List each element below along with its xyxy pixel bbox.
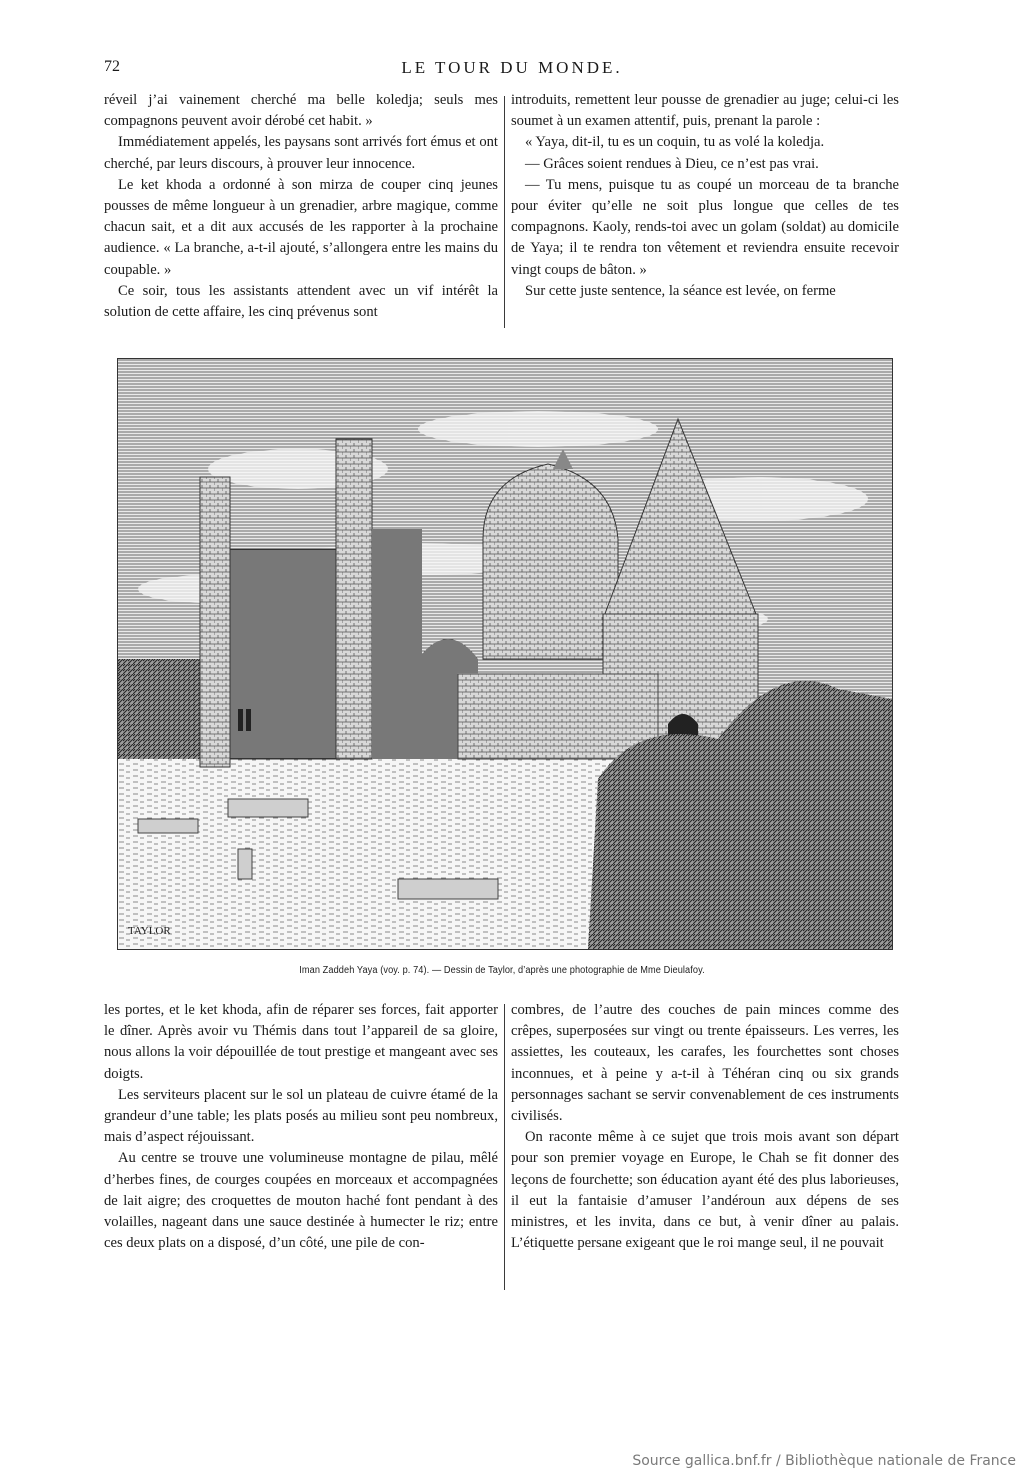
engraving-svg [118,359,892,949]
left-wall [118,659,208,759]
illustration-engraving [117,358,893,950]
dome [483,464,618,659]
bottom-left-column [104,1000,498,1254]
top-right-column [511,90,899,302]
low-wall [458,674,658,759]
page-number: 72 [104,58,120,75]
running-head [104,58,900,84]
bottom-right-column [511,1000,899,1254]
dialog-line: — Grâces soient rendues à Dieu, ce n’est pas vrai. [525,155,819,172]
column-divider-top [504,96,505,328]
paragraph: On raconte même à ce sujet que trois mois avant son départ pour son premier voyage en Europe, le Chah se fit donner des leçons de fourchette; son éducation ayant été des plus laborieuses, il eut la fantaisie d’amuser l’andéroun aux dépens de ses ministres, et les invita, dans ce but, à venir dîner au palais. L’étiquette persane exigeant que le roi mange seul, il ne pouvait [511,1129,899,1252]
dialog-line: — Tu mens, puisque tu as coupé un morceau de ta branche pour éviter qu’elle ne soit plus longue que celles de tes compagnons. Kaoly, rends-toi avec un golam (soldat) au domicile de Yaya; il te rendra ton vêtement et reviendra ensuite recevoir vingt coups de bâton. » [511,176,899,278]
figure-caption: Iman Zaddeh Yaya (voy. p. 74). — Dessin de Taylor, d’après une photographie de Mme Dieulafoy. [299,965,705,976]
paragraph: Les serviteurs placent sur le sol un plateau de cuivre étamé de la grandeur d’une table; les plats posés au milieu sont peu nombreux, mais d’aspect réjouissant. [104,1086,498,1146]
paragraph: introduits, remettent leur pousse de grenadier au juge; celui-ci les soumet à un examen attentif, puis, prenant la parole : [511,92,899,130]
paragraph: Ce soir, tous les assistants attendent avec un vif intérêt la solution de cette affaire, les cinq prévenus sont [104,282,498,321]
source-attribution: Source gallica.bnf.fr / Bibliothèque nationale de France [632,1453,1016,1469]
paragraph: les portes, et le ket khoda, afin de réparer ses forces, fait apporter le dîner. Après avoir vu Thémis dans tout l’appareil de sa gloire, nous allons la voir dépouillée de tout prestige et mangeant avec ses doigts. [104,1002,498,1082]
left-tower [200,477,230,767]
side-wall [372,529,422,759]
dialog-line: « Yaya, dit-il, tu es un coquin, tu as volé la koledja. [525,134,825,151]
paragraph: Immédiatement appelés, les paysans sont arrivés fort émus et ont cherché, par leurs discours, à prouver leur innocence. [104,134,498,172]
paragraph: Au centre se trouve une volumineuse montagne de pilau, mêlé d’herbes fines, de courges coupées en morceaux et accompagnées de lait aigre; des croquettes de mouton haché font pendant à des volailles, nageant dans une sauce destinée à humecter le riz; entre ces deux plats on a disposé, d’un côté, une pile de con- [104,1150,498,1252]
paragraph: réveil j’ai vainement cherché ma belle koledja; seuls mes compagnons peuvent avoir dérobé cet habit. » [104,92,498,130]
center-tower [336,439,372,759]
paragraph: Sur cette juste sentence, la séance est levée, on ferme [525,282,836,299]
top-left-column [104,90,498,323]
engraver-signature: TAYLOR [128,925,171,937]
column-divider-bottom [504,1004,505,1290]
paragraph: Le ket khoda a ordonné à son mirza de couper cinq jeunes pousses de même longueur à un grenadier, arbre magique, comme chacun sait, et a dit aux accusés de les rapporter à la prochaine audience. « La branche, a-t-il ajouté, s’allongera entre les mains du coupable. » [104,176,498,278]
journal-title: LE TOUR DU MONDE. [401,58,623,77]
paragraph: combres, de l’autre des couches de pain minces comme des crêpes, superposées sur vingt ou trente épaisseurs. Les verres, les assiettes, les couteaux, les carafes, les fourchettes sont choses inconnues, et à peine y a-t-il à Téhéran cinq ou six grands personnages sachant se servir convenablement de ces instruments civilisés. [511,1002,899,1125]
